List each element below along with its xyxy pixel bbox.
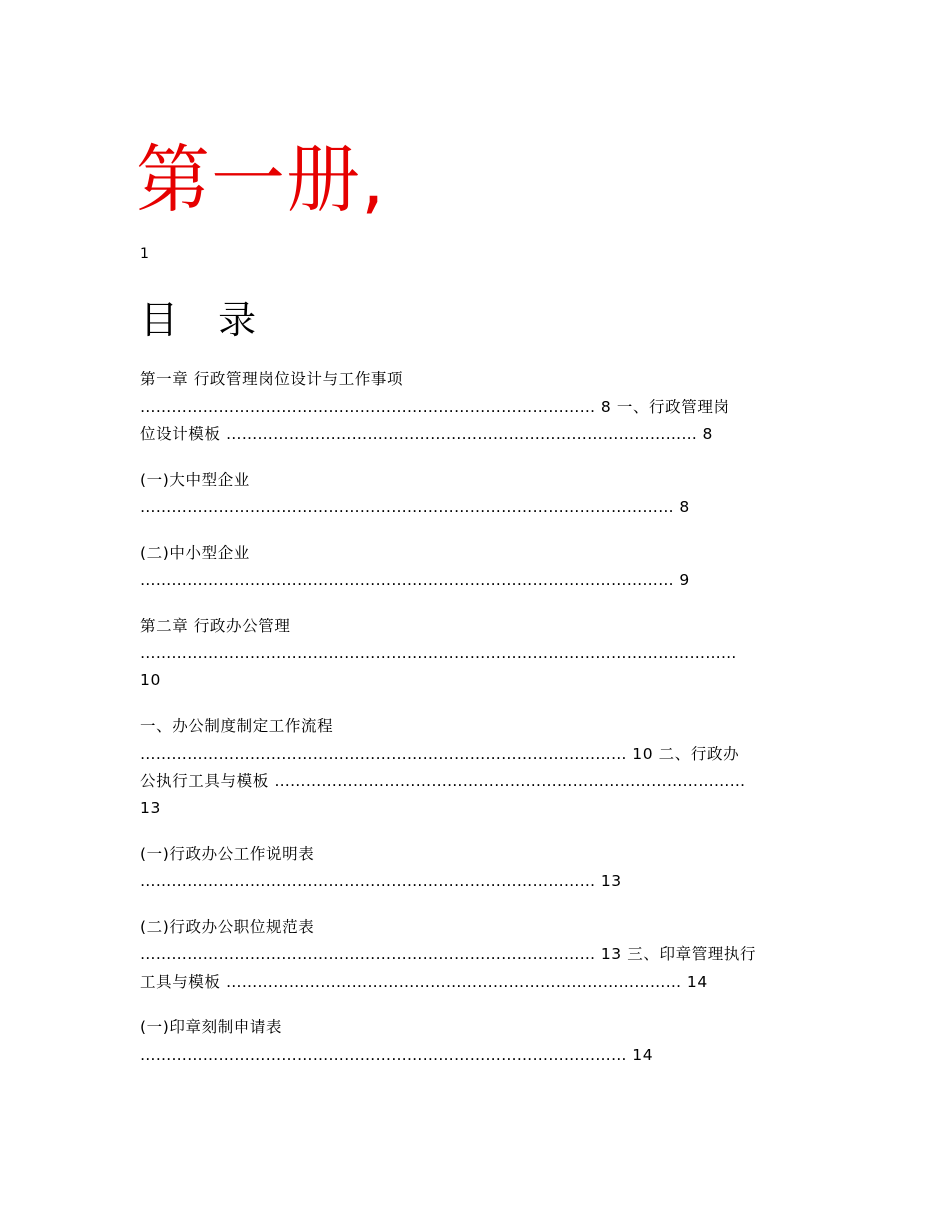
toc-dots-line [140,570,690,590]
toc-chapter-1-dots-line [140,397,730,417]
toc-page-ref: 14 [626,1046,654,1064]
toc-entry-text: 位设计模板 [140,425,227,443]
toc-leader-dots: …………………………………………………………………………… [140,398,596,416]
toc-continuation [140,972,708,992]
toc-page-ref: 8 [673,498,690,516]
toc-section-heading: (一)行政办公工作说明表 [140,845,315,863]
toc-page-ref: 9 [673,571,690,589]
toc-dots-line [140,1045,653,1065]
toc-page-ref: 10 [140,671,161,689]
toc-entry-text: 三、印章管理执行 [621,945,757,963]
toc-entry-text: 公执行工具与模板 [140,772,275,790]
toc-section-heading: (二)行政办公职位规范表 [140,918,315,936]
toc-leader-dots: …………………………………………………………………………… [140,945,596,963]
toc-page-ref: 13 [595,872,622,890]
toc-leader-dots: ……………………………………………………………………………… [274,772,746,790]
toc-page-ref: 10 [626,745,654,763]
toc-leader-dots: ………………………………………………………………………………………… [140,498,674,516]
toc-page-ref: 13 [595,945,622,963]
toc-entry-text: 工具与模板 [140,973,227,991]
toc-dots-line [140,744,739,764]
toc-section-heading: (二)中小型企业 [140,544,250,562]
toc-section-heading: (一)大中型企业 [140,471,250,489]
toc-leader-dots: …………………………………………………………………………………………………… [140,644,737,662]
toc-chapter-2-heading: 第二章 行政办公管理 [140,617,291,635]
toc-leader-dots: ……………………………………………………………………………… [226,425,698,443]
toc-leader-dots: …………………………………………………………………………… [226,973,682,991]
toc-entry-text: 一、行政管理岗 [611,398,730,416]
toc-page-ref: 14 [681,973,708,991]
toc-dots-line [140,643,737,663]
toc-page-ref: 8 [600,398,612,416]
toc-chapter-1-continuation [140,424,713,444]
toc-dots-line [140,944,756,964]
page-number: 1 [140,246,149,262]
toc-leader-dots: ………………………………………………………………………………… [140,1046,627,1064]
volume-title: 第一册, [136,137,386,223]
toc-leader-dots: ………………………………………………………………………………… [140,745,627,763]
toc-page-ref: 8 [697,425,714,443]
toc-dots-line [140,497,690,517]
toc-section-heading: 一、办公制度制定工作流程 [140,717,334,735]
toc-entry-text: 二、行政办 [653,745,740,763]
toc-leader-dots: ………………………………………………………………………………………… [140,571,674,589]
toc-dots-line [140,871,622,891]
toc-section-heading: (一)印章刻制申请表 [140,1018,283,1036]
toc-chapter-1-heading: 第一章 行政管理岗位设计与工作事项 [140,370,404,388]
toc-leader-dots: …………………………………………………………………………… [140,872,596,890]
toc-heading: 目 录 [140,298,271,342]
toc-page-ref: 13 [140,799,161,817]
toc-continuation [140,771,745,791]
